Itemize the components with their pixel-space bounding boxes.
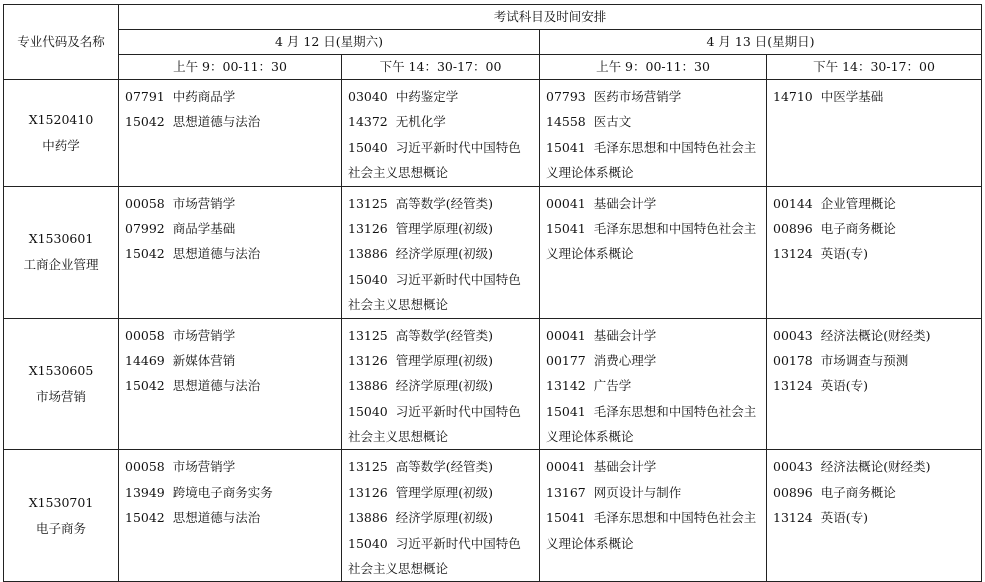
- course-entry: [546, 241, 766, 266]
- course-entry: [773, 505, 981, 530]
- course-code: 13886: [348, 378, 388, 394]
- header-row-sessions: [4, 55, 982, 80]
- course-name: 经济法概论(财经类): [820, 327, 931, 343]
- course-entry: [125, 348, 341, 373]
- course-name: 高等数学(经管类): [395, 327, 494, 343]
- course-name: 毛泽东思想和中国特色社会主: [593, 403, 757, 419]
- session-cell: [119, 186, 342, 318]
- course-entry: [348, 84, 539, 109]
- table-row: [4, 318, 982, 450]
- course-code: 00041: [546, 327, 586, 343]
- course-name: 管理学原理(初级): [395, 352, 494, 368]
- course-entry: [348, 135, 539, 160]
- session-cell: [540, 186, 767, 318]
- course-entry: [546, 373, 766, 398]
- header-row-days: [4, 30, 982, 55]
- course-code: 15042: [125, 114, 165, 130]
- course-name: 习近平新时代中国特色: [395, 403, 521, 419]
- major-code: X1520410: [28, 111, 94, 127]
- course-name: 市场营销学: [172, 327, 236, 343]
- course-code: 13142: [546, 378, 586, 394]
- course-entry: [348, 399, 539, 424]
- course-entry: [546, 348, 766, 373]
- course-code: 15040: [348, 535, 388, 551]
- session-header: 下午 14：30-17：00: [342, 55, 540, 80]
- major-code: X1530605: [28, 362, 94, 378]
- session-cell: [342, 80, 540, 187]
- course-name: 英语(专): [820, 378, 869, 394]
- course-entry: [125, 480, 341, 505]
- course-code: 15042: [125, 246, 165, 262]
- course-code: 13886: [348, 510, 388, 526]
- major-cell: [4, 318, 119, 450]
- course-name: 义理论体系概论: [546, 165, 634, 181]
- session-cell: [540, 80, 767, 187]
- course-name: 基础会计学: [593, 195, 657, 211]
- major-code: X1530601: [28, 231, 94, 247]
- course-name: 习近平新时代中国特色: [395, 271, 521, 287]
- schedule-body: [4, 80, 982, 582]
- course-entry: [348, 160, 539, 185]
- course-entry: [546, 480, 766, 505]
- course-name: 跨境电子商务实务: [172, 484, 273, 500]
- course-entry: [773, 454, 981, 479]
- course-name: 社会主义思想概论: [348, 429, 449, 445]
- course-code: 14558: [546, 114, 586, 130]
- course-name: 毛泽东思想和中国特色社会主: [593, 220, 757, 236]
- course-entry: [125, 454, 341, 479]
- header-row-title: [4, 5, 982, 30]
- major-name: 中药学: [42, 137, 80, 153]
- course-entry: [125, 241, 341, 266]
- course-code: 13167: [546, 484, 586, 500]
- course-entry: [546, 216, 766, 241]
- course-entry: [348, 267, 539, 292]
- course-name: 商品学基础: [172, 220, 236, 236]
- course-name: 市场营销学: [172, 195, 236, 211]
- course-code: 13125: [348, 195, 388, 211]
- course-name: 经济学原理(初级): [395, 246, 494, 262]
- course-code: 15042: [125, 378, 165, 394]
- course-name: 基础会计学: [593, 459, 657, 475]
- course-entry: [773, 84, 981, 109]
- course-name: 英语(专): [820, 510, 869, 526]
- session-cell: [342, 450, 540, 582]
- session-cell: [342, 186, 540, 318]
- session-cell: [342, 318, 540, 450]
- course-entry: [546, 160, 766, 185]
- session-cell: [119, 80, 342, 187]
- course-entry: [348, 241, 539, 266]
- course-code: 00178: [773, 352, 813, 368]
- course-code: 13125: [348, 327, 388, 343]
- course-name: 市场调查与预测: [820, 352, 909, 368]
- session-cell: [767, 186, 982, 318]
- course-code: 00043: [773, 459, 813, 475]
- course-name: 义理论体系概论: [546, 535, 634, 551]
- session-header: 上午 9：00-11：30: [119, 55, 342, 80]
- course-entry: [348, 556, 539, 581]
- course-code: 00041: [546, 195, 586, 211]
- course-entry: [773, 241, 981, 266]
- course-name: 无机化学: [395, 114, 446, 130]
- course-name: 高等数学(经管类): [395, 459, 494, 475]
- session-cell: [119, 318, 342, 450]
- course-name: 中医学基础: [820, 89, 884, 104]
- course-code: 13126: [348, 220, 388, 236]
- course-code: 15041: [546, 139, 586, 155]
- course-entry: [125, 505, 341, 530]
- course-entry: [546, 399, 766, 424]
- course-entry: [348, 480, 539, 505]
- course-entry: [773, 373, 981, 398]
- course-entry: [546, 323, 766, 348]
- course-name: 消费心理学: [593, 352, 657, 368]
- course-code: 00043: [773, 327, 813, 343]
- course-name: 思想道德与法治: [172, 510, 261, 526]
- course-code: 13124: [773, 510, 813, 526]
- course-entry: [773, 480, 981, 505]
- course-name: 电子商务概论: [820, 220, 896, 236]
- course-code: 14469: [125, 352, 165, 368]
- course-name: 义理论体系概论: [546, 429, 634, 445]
- course-code: 07793: [546, 89, 586, 104]
- session-header: 下午 14：30-17：00: [767, 55, 982, 80]
- course-name: 高等数学(经管类): [395, 195, 494, 211]
- course-code: 07791: [125, 89, 165, 104]
- course-entry: [546, 424, 766, 449]
- course-entry: [546, 454, 766, 479]
- course-code: 15041: [546, 403, 586, 419]
- table-row: [4, 186, 982, 318]
- course-entry: [348, 531, 539, 556]
- course-name: 中药商品学: [172, 89, 236, 104]
- course-code: 00896: [773, 484, 813, 500]
- course-code: 15041: [546, 510, 586, 526]
- table-row: [4, 80, 982, 187]
- course-entry: [348, 424, 539, 449]
- course-entry: [546, 109, 766, 134]
- course-entry: [125, 373, 341, 398]
- course-code: 00058: [125, 195, 165, 211]
- major-name: 电子商务: [35, 520, 86, 536]
- course-code: 13126: [348, 352, 388, 368]
- course-code: 00058: [125, 459, 165, 475]
- course-entry: [348, 373, 539, 398]
- course-entry: [125, 216, 341, 241]
- course-code: 14710: [773, 89, 813, 104]
- course-name: 基础会计学: [593, 327, 657, 343]
- course-entry: [546, 191, 766, 216]
- table-row: [4, 450, 982, 582]
- course-code: 03040: [348, 89, 388, 104]
- course-name: 社会主义思想概论: [348, 561, 449, 577]
- course-code: 13886: [348, 246, 388, 262]
- course-entry: [348, 292, 539, 317]
- course-code: 15040: [348, 403, 388, 419]
- course-code: 13949: [125, 484, 165, 500]
- course-entry: [125, 109, 341, 134]
- course-entry: [125, 84, 341, 109]
- course-entry: [348, 323, 539, 348]
- course-name: 企业管理概论: [820, 195, 896, 211]
- course-entry: [773, 191, 981, 216]
- major-code: X1530701: [28, 494, 94, 510]
- course-entry: [348, 505, 539, 530]
- session-cell: [767, 80, 982, 187]
- course-name: 习近平新时代中国特色: [395, 139, 521, 155]
- course-code: 00144: [773, 195, 813, 211]
- schedule-title: 考试科目及时间安排: [119, 5, 982, 30]
- course-code: 00896: [773, 220, 813, 236]
- course-name: 电子商务概论: [820, 484, 896, 500]
- course-code: 13124: [773, 378, 813, 394]
- course-entry: [546, 84, 766, 109]
- course-name: 习近平新时代中国特色: [395, 535, 521, 551]
- course-name: 社会主义思想概论: [348, 165, 449, 181]
- course-code: 13124: [773, 246, 813, 262]
- course-entry: [348, 191, 539, 216]
- course-code: 00177: [546, 352, 586, 368]
- course-entry: [348, 109, 539, 134]
- course-code: 13126: [348, 484, 388, 500]
- day-header: 4 月 12 日(星期六): [119, 30, 540, 55]
- course-entry: [546, 505, 766, 530]
- major-name: 工商企业管理: [23, 257, 99, 273]
- course-entry: [773, 323, 981, 348]
- session-cell: [767, 450, 982, 582]
- major-column-header: 专业代码及名称: [4, 5, 119, 80]
- course-entry: [546, 531, 766, 556]
- session-cell: [119, 450, 342, 582]
- course-name: 经济学原理(初级): [395, 510, 494, 526]
- major-cell: [4, 80, 119, 187]
- course-code: 00041: [546, 459, 586, 475]
- course-code: 07992: [125, 220, 165, 236]
- course-code: 13125: [348, 459, 388, 475]
- course-name: 管理学原理(初级): [395, 484, 494, 500]
- session-cell: [540, 318, 767, 450]
- course-entry: [125, 323, 341, 348]
- course-name: 义理论体系概论: [546, 246, 634, 262]
- course-entry: [125, 191, 341, 216]
- course-name: 经济学原理(初级): [395, 378, 494, 394]
- course-code: 15040: [348, 271, 388, 287]
- major-cell: [4, 186, 119, 318]
- session-header: 上午 9：00-11：30: [540, 55, 767, 80]
- course-name: 管理学原理(初级): [395, 220, 494, 236]
- course-entry: [773, 348, 981, 373]
- course-name: 广告学: [593, 378, 632, 394]
- course-name: 医药市场营销学: [593, 89, 682, 104]
- course-name: 英语(专): [820, 246, 869, 262]
- course-code: 15040: [348, 139, 388, 155]
- course-code: 00058: [125, 327, 165, 343]
- course-code: 15041: [546, 220, 586, 236]
- course-name: 思想道德与法治: [172, 246, 261, 262]
- course-entry: [348, 348, 539, 373]
- course-name: 思想道德与法治: [172, 378, 261, 394]
- course-name: 市场营销学: [172, 459, 236, 475]
- course-entry: [773, 216, 981, 241]
- major-cell: [4, 450, 119, 582]
- course-name: 医古文: [593, 114, 632, 130]
- course-entry: [348, 454, 539, 479]
- session-cell: [767, 318, 982, 450]
- course-name: 毛泽东思想和中国特色社会主: [593, 510, 757, 526]
- day-header: 4 月 13 日(星期日): [540, 30, 982, 55]
- course-name: 经济法概论(财经类): [820, 459, 931, 475]
- course-name: 思想道德与法治: [172, 114, 261, 130]
- session-cell: [540, 450, 767, 582]
- major-name: 市场营销: [35, 388, 86, 404]
- course-name: 网页设计与制作: [593, 484, 682, 500]
- course-name: 毛泽东思想和中国特色社会主: [593, 139, 757, 155]
- course-code: 14372: [348, 114, 388, 130]
- course-entry: [348, 216, 539, 241]
- course-name: 社会主义思想概论: [348, 297, 449, 313]
- course-entry: [546, 135, 766, 160]
- exam-schedule-table: [3, 4, 982, 582]
- course-name: 中药鉴定学: [395, 89, 459, 104]
- course-name: 新媒体营销: [172, 352, 236, 368]
- course-code: 15042: [125, 510, 165, 526]
